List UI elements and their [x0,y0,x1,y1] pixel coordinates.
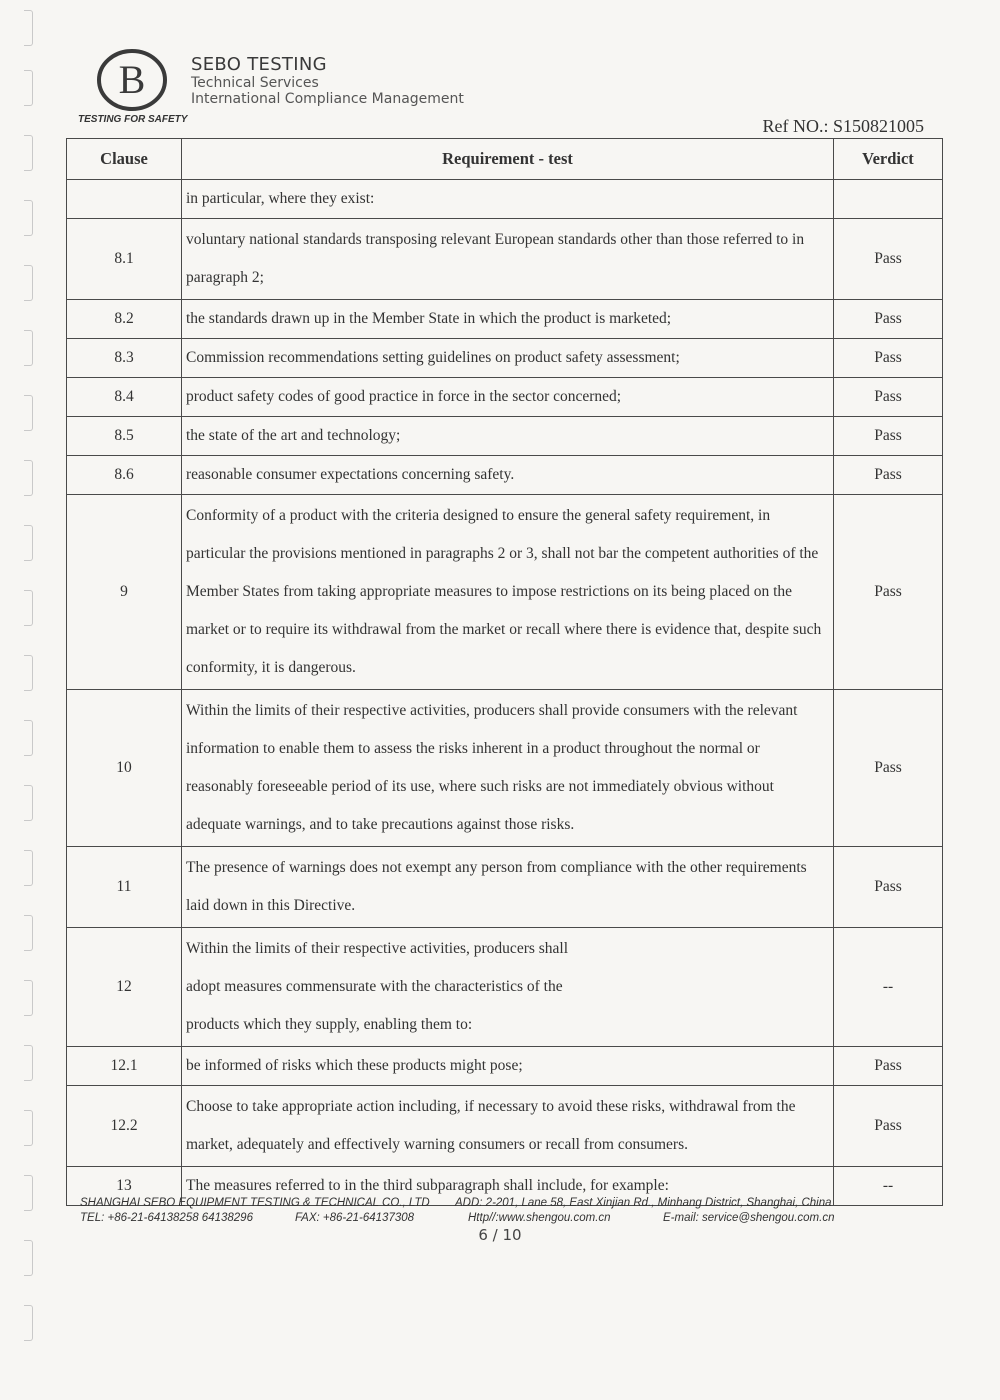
verdict-cell: Pass [834,690,943,847]
table-row [67,378,943,417]
clause-cell: 12.2 [67,1086,182,1167]
table-row [67,847,943,928]
requirement-cell: in particular, where they exist: [182,180,834,219]
clause-cell: 8.5 [67,417,182,456]
requirement-cell: Choose to take appropriate action including, if necessary to avoid these risks, withdrawal from the market, adequately and effectively warning consumers or recall from consumers. [182,1086,834,1167]
table-row [67,690,943,847]
table-row [67,300,943,339]
requirement-cell: voluntary national standards transposing relevant European standards other than those referred to in paragraph 2; [182,219,834,300]
page-number: 6 / 10 [478,1226,522,1244]
clause-cell: 10 [67,690,182,847]
clause-cell: 13 [67,1167,182,1206]
requirement-cell: the state of the art and technology; [182,417,834,456]
table-row [67,417,943,456]
table-row [67,219,943,300]
table-row [67,1047,943,1086]
reference-number: Ref NO.: S150821005 [762,116,924,136]
verdict-cell: Pass [834,495,943,690]
requirement-cell: the standards drawn up in the Member State in which the product is marketed; [182,300,834,339]
company-name: SEBO TESTING [191,54,327,75]
clause-cell: 8.6 [67,456,182,495]
table-row [67,1086,943,1167]
requirement-cell: reasonable consumer expectations concerning safety. [182,456,834,495]
table-row [67,456,943,495]
verdict-cell: Pass [834,219,943,300]
clause-cell: 8.4 [67,378,182,417]
requirement-cell: product safety codes of good practice in force in the sector concerned; [182,378,834,417]
clause-cell: 8.3 [67,339,182,378]
requirement-cell: Conformity of a product with the criteria designed to ensure the general safety requirement, in particular the provisions mentioned in paragraphs 2 or 3, shall not bar the competent authorities of the Member States from taking appropriate measures to impose restrictions on its being placed on the market or to require its withdrawal from the market or recall where there is evidence that, despite such conformity, it is dangerous. [182,495,834,690]
table-row [67,339,943,378]
verdict-cell: Pass [834,300,943,339]
clause-cell: 12.1 [67,1047,182,1086]
verdict-cell: Pass [834,847,943,928]
clause-cell: 12 [67,928,182,1047]
binder-holes [0,0,40,1400]
verdict-cell: Pass [834,417,943,456]
company-logo [78,44,198,134]
verdict-cell: Pass [834,378,943,417]
verdict-cell: Pass [834,1047,943,1086]
footer-tel: TEL: +86-21-64138258 64138296 [80,1212,253,1224]
clause-cell: 9 [67,495,182,690]
requirement-cell: Commission recommendations setting guidelines on product safety assessment; [182,339,834,378]
requirements-table [66,138,943,1206]
verdict-cell: Pass [834,1086,943,1167]
requirement-cell: Within the limits of their respective activities, producers shall adopt measures commensurate with the characteristics of the products which they supply, enabling them to: [182,928,834,1047]
clause-cell: 11 [67,847,182,928]
footer-email: E-mail: service@shengou.com.cn [663,1212,835,1224]
requirement-cell: The measures referred to in the third subparagraph shall include, for example: [182,1167,834,1206]
header-clause: Clause [67,139,182,180]
verdict-cell [834,180,943,219]
table-row [67,928,943,1047]
footer-website: Http//:www.shengou.com.cn [468,1212,611,1224]
header-requirement: Requirement - test [182,139,834,180]
footer-address: ADD: 2-201, Lane 58, East Xinjian Rd., Minhang District, Shanghai, China [455,1197,832,1209]
company-subtitle-2: International Compliance Management [191,91,464,107]
footer-company: SHANGHAI SEBO EQUIPMENT TESTING & TECHNICAL CO., LTD [80,1197,430,1209]
verdict-cell: Pass [834,339,943,378]
clause-cell: 8.2 [67,300,182,339]
table-row [67,180,943,219]
footer-fax: FAX: +86-21-64137308 [295,1212,415,1224]
logo-circle-icon [96,48,168,112]
table-header-row [67,139,943,180]
verdict-cell: Pass [834,456,943,495]
logo-tagline: TESTING FOR SAFETY [78,114,188,125]
requirement-cell: be informed of risks which these products might pose; [182,1047,834,1086]
requirement-cell: The presence of warnings does not exempt any person from compliance with the other requirements laid down in this Directive. [182,847,834,928]
company-subtitle-1: Technical Services [191,75,319,91]
company-header [191,54,464,107]
logo-letter: B [118,57,146,102]
table-row [67,495,943,690]
clause-cell: 8.1 [67,219,182,300]
requirement-cell: Within the limits of their respective activities, producers shall provide consumers with the relevant information to enable them to assess the risks inherent in a product throughout the normal or reasonably foreseeable period of its use, where such risks are not immediately obvious without adequate warnings, and to take precautions against those risks. [182,690,834,847]
verdict-cell: -- [834,1167,943,1206]
header-verdict: Verdict [834,139,943,180]
clause-cell [67,180,182,219]
verdict-cell: -- [834,928,943,1047]
